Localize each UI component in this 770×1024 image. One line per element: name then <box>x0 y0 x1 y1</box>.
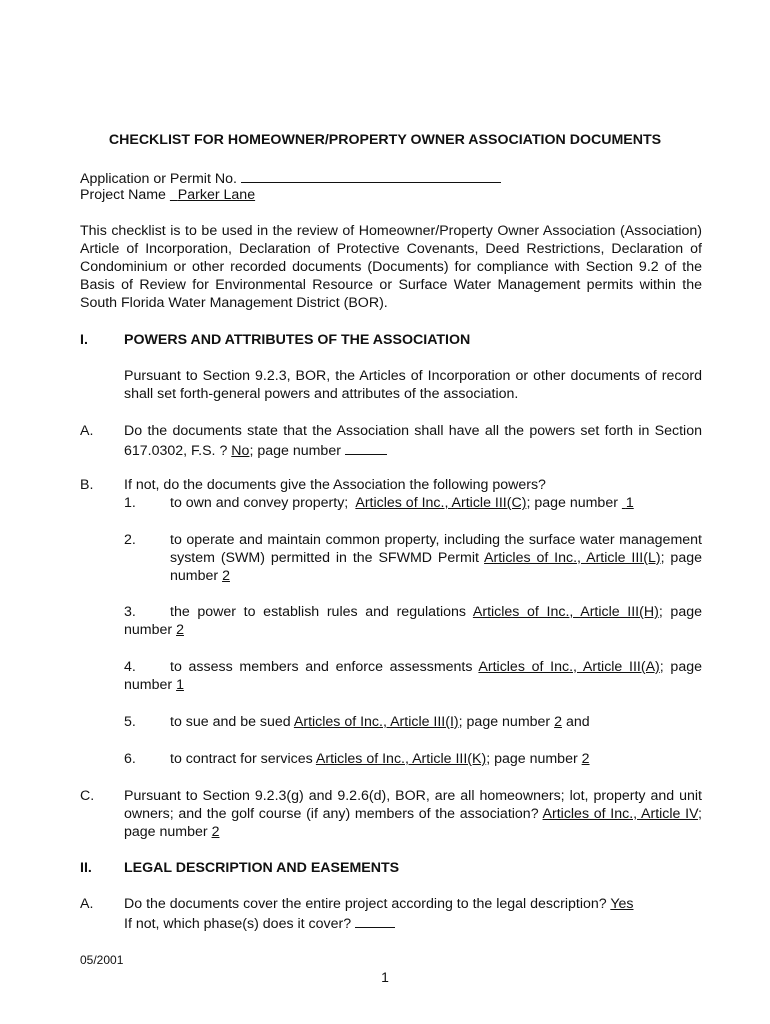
power-4-reference[interactable]: Articles of Inc., Article III(A) <box>478 659 660 675</box>
project-label: Project Name <box>80 187 166 203</box>
application-label: Application or Permit No. <box>80 171 237 187</box>
power-6-page[interactable]: 2 <box>581 751 590 767</box>
page-title: CHECKLIST FOR HOMEOWNER/PROPERTY OWNER ASSOCIATION DOCUMENTS <box>108 132 662 148</box>
project-name-value[interactable]: Parker Lane <box>177 187 256 203</box>
power-3-page[interactable]: 2 <box>176 622 184 638</box>
item-c-marker: C. <box>80 788 95 804</box>
power-1-reference[interactable]: Articles of Inc., Article III(C) <box>355 495 527 511</box>
power-5-reference[interactable]: Articles of Inc., Article III(I) <box>293 714 459 730</box>
section-2-item-a-followup: If not, which phase(s) does it cover? <box>124 913 702 933</box>
power-2-page[interactable]: 2 <box>222 568 230 584</box>
application-number-field[interactable] <box>241 168 501 183</box>
power-item-2-number: 2. <box>124 532 136 548</box>
item-a-marker: A. <box>80 423 94 439</box>
phase-cover-field[interactable] <box>355 913 395 928</box>
power-item-6: 6. to contract for services Articles of Inc., Article III(K); page number 2 <box>124 751 590 767</box>
item-c-question: Pursuant to Section 9.2.3(g) and 9.2.6(d), BOR, are all homeowners; lot, property and unit owners; and the golf course (if any) members of the association? Articles of Inc., Article IV; page number 2 <box>124 788 702 840</box>
item-c-reference[interactable]: Articles of Inc., Article IV <box>542 806 699 822</box>
section-2-heading: LEGAL DESCRIPTION AND EASEMENTS <box>124 860 400 876</box>
section-1-heading: POWERS AND ATTRIBUTES OF THE ASSOCIATION <box>124 332 471 348</box>
power-4-page[interactable]: 1 <box>176 677 184 693</box>
project-name-line <box>80 186 255 204</box>
power-item-3: 3. the power to establish rules and regulations Articles of Inc., Article III(H); page number 2 <box>124 604 702 638</box>
item-a-question: Do the documents state that the Association shall have all the powers set forth in Section 617.0302, F.S. ? No; page number <box>124 423 702 459</box>
power-2-reference[interactable]: Articles of Inc., Article III(L) <box>484 550 661 566</box>
power-item-5: 5. to sue and be sued Articles of Inc., Article III(I); page number 2 and <box>124 714 590 730</box>
power-item-1: 1. to own and convey property; Articles of Inc., Article III(C); page number 1 <box>124 495 634 511</box>
intro-paragraph: This checklist is to be used in the review of Homeowner/Property Owner Association (Association) Article of Incorporation, Declaration of Protective Covenants, Deed Restrictions, Declaration of Condominium or other recorded documents (Documents) for compliance with Section 9.2 of the Basis of Review for Environmental Resource or Surface Water Management permits within the South Florida Water Management District (BOR). <box>80 223 702 311</box>
power-1-page[interactable]: 1 <box>625 495 634 511</box>
item-b-marker: B. <box>80 477 94 493</box>
item-a-page-field[interactable] <box>345 440 387 455</box>
item-a-answer[interactable]: No <box>231 443 250 459</box>
item-b-question: If not, do the documents give the Association the following powers? <box>124 477 546 493</box>
section-2-item-a-marker: A. <box>80 896 94 912</box>
footer-date: 05/2001 <box>80 953 124 967</box>
item-c-page[interactable]: 2 <box>211 824 220 840</box>
power-6-reference[interactable]: Articles of Inc., Article III(K) <box>315 751 487 767</box>
power-5-page[interactable]: 2 <box>554 714 562 730</box>
section-2-item-a-answer[interactable]: Yes <box>610 896 634 912</box>
power-item-2: to operate and maintain common property, including the surface water management system (SWM) permitted in the SFWMD Permit Articles of Inc., Article III(L); page number 2 <box>170 532 702 584</box>
section-2-marker: II. <box>80 860 92 876</box>
application-number-line <box>80 168 501 188</box>
power-3-reference[interactable]: Articles of Inc., Article III(H) <box>472 604 659 620</box>
section-1-paragraph: Pursuant to Section 9.2.3, BOR, the Articles of Incorporation or other documents of record shall set forth-general powers and attributes of the association. <box>124 368 702 402</box>
section-2-item-a-question: Do the documents cover the entire project according to the legal description? Yes <box>124 896 634 912</box>
section-1-marker: I. <box>80 332 88 348</box>
power-item-4: 4. to assess members and enforce assessments Articles of Inc., Article III(A); page number 1 <box>124 659 702 693</box>
page-number: 1 <box>381 969 389 985</box>
